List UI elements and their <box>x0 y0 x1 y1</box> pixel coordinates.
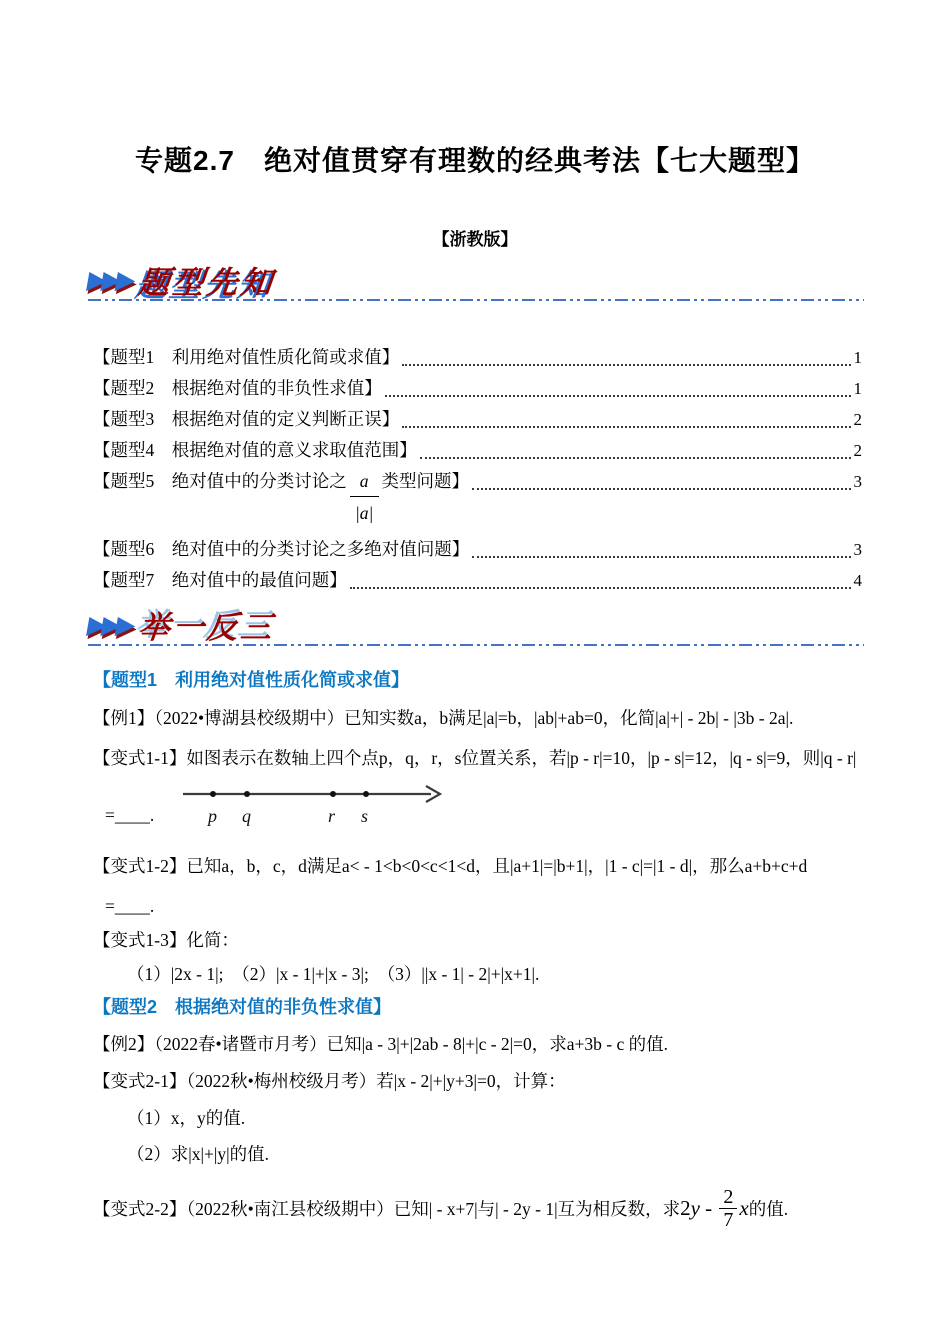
toc-dot-leader <box>385 395 851 397</box>
number-line-point-label: p <box>208 806 217 826</box>
toc-dot-leader <box>350 587 851 589</box>
toc-item[interactable] <box>93 435 862 466</box>
toc-item-label: 【题型6 绝对值中的分类讨论之多绝对值问题】 <box>93 539 470 559</box>
toc-item-label-suffix: 类型问题】 <box>381 471 469 491</box>
toc-item[interactable] <box>93 342 862 373</box>
variant-2-1-item-1: （1）x，y的值. <box>127 1108 246 1128</box>
fraction-denominator: |a| <box>354 503 374 524</box>
toc-item[interactable] <box>93 373 862 404</box>
answer-blank: =____. <box>105 805 155 825</box>
fraction-numerator: a <box>350 466 379 497</box>
math-variable-y: y <box>690 1196 700 1220</box>
number-line-point-label: s <box>361 806 369 826</box>
variant-2-2-suffix: 的值. <box>748 1199 789 1219</box>
fraction-numerator: 2 <box>719 1186 737 1209</box>
table-of-contents <box>93 342 862 596</box>
math-coefficient: 2 <box>680 1196 691 1220</box>
math-variable-x: x <box>739 1196 749 1220</box>
point-r-dot <box>330 791 336 797</box>
point-s-dot <box>363 791 369 797</box>
variant-1-3-intro: 【变式1-3】化简： <box>93 930 239 950</box>
toc-item[interactable] <box>93 466 862 524</box>
edition-label: 【浙教版】 <box>432 230 518 249</box>
toc-page-number: 1 <box>853 348 862 367</box>
example-1-text: 【例1】（2022•博湖县校级期中）已知实数a，b满足|a|=b，|ab|+ab=0，化简|a|+| - 2b| - |3b - 2a|. <box>93 708 794 728</box>
variant-1-1-text: 【变式1-1】如图表示在数轴上四个点p，q，r，s位置关系，若|p - r|=10，|p - s|=12，|q - s|=9，则|q - r| <box>93 748 857 768</box>
variant-2-1-intro: 【变式2-1】（2022秋•梅州校级月考）若|x - 2|+|y+3|=0，计算： <box>93 1071 566 1091</box>
fraction-denominator: 7 <box>723 1209 734 1232</box>
toc-item-label: 【题型2 根据绝对值的非负性求值】 <box>93 378 382 398</box>
variant-1-1-figure-row <box>93 780 862 826</box>
variant-1-3-items: （1）|2x - 1|; （2）|x - 1|+|x - 3|; （3）||x - 1| - 2|+|x+1|. <box>127 964 540 984</box>
fraction-two-sevenths <box>719 1186 737 1231</box>
problem-type-1-heading: 【题型1 利用绝对值性质化简或求值】 <box>93 670 410 690</box>
banner-topic-preview <box>0 259 950 299</box>
variant-2-2-prefix: 【变式2-2】（2022秋•南江县校级期中）已知| - x+7|与| - 2y - 1|互为相反数，求 <box>93 1199 681 1219</box>
number-line-point-label: q <box>242 806 251 826</box>
toc-item-label: 【题型3 根据绝对值的定义判断正误】 <box>93 409 400 429</box>
toc-page-number: 3 <box>853 540 862 559</box>
toc-dot-leader <box>472 488 851 490</box>
toc-item[interactable] <box>93 534 862 565</box>
toc-page-number: 4 <box>853 571 862 590</box>
banner-practice <box>0 604 950 644</box>
number-line-point-label: r <box>328 806 336 826</box>
triple-arrow-icon: ▶▶▶ <box>85 609 134 639</box>
problem-type-2-heading: 【题型2 根据绝对值的非负性求值】 <box>93 997 392 1017</box>
toc-item-label: 【题型7 绝对值中的最值问题】 <box>93 570 347 590</box>
toc-dot-leader <box>472 556 850 558</box>
answer-blank: =____. <box>105 896 155 916</box>
fraction-a-over-abs-a <box>350 466 379 524</box>
document-body <box>93 670 862 1239</box>
toc-item[interactable] <box>93 404 862 435</box>
math-minus: - <box>699 1196 718 1220</box>
point-q-dot <box>244 791 250 797</box>
toc-dot-leader <box>402 426 850 428</box>
banner-practice-label: 举一反三 <box>136 609 277 645</box>
example-2-text: 【例2】（2022春•诸暨市月考）已知|a - 3|+|2ab - 8|+|c - 2|=0，求a+3b - c 的值. <box>93 1034 669 1054</box>
toc-page-number: 2 <box>853 410 862 429</box>
toc-item[interactable] <box>93 565 862 596</box>
variant-2-2-text <box>93 1177 862 1239</box>
toc-page-number: 2 <box>853 441 862 460</box>
page-title: 专题2.7 绝对值贯穿有理数的经典考法【七大题型】 <box>135 145 815 176</box>
triple-arrow-icon: ▶▶▶ <box>85 264 134 294</box>
banner-preview-label: 题型先知 <box>136 264 277 300</box>
variant-2-1-item-2: （2）求|x|+|y|的值. <box>127 1144 270 1164</box>
toc-page-number: 3 <box>853 472 862 491</box>
toc-dot-leader <box>402 364 850 366</box>
toc-item-label: 【题型1 利用绝对值性质化简或求值】 <box>93 347 400 367</box>
variant-1-2-text: 【变式1-2】已知a，b，c，d满足a< - 1<b<0<c<1<d，且|a+1|=|b+1|，|1 - c|=|1 - d|，那么a+b+c+d <box>93 856 808 876</box>
toc-page-number: 1 <box>853 379 862 398</box>
number-line-figure <box>181 780 443 828</box>
toc-item-label: 【题型4 根据绝对值的意义求取值范围】 <box>93 440 417 460</box>
toc-dot-leader <box>420 457 851 459</box>
point-p-dot <box>210 791 216 797</box>
toc-item-label: 【题型5 绝对值中的分类讨论之 <box>93 471 347 491</box>
